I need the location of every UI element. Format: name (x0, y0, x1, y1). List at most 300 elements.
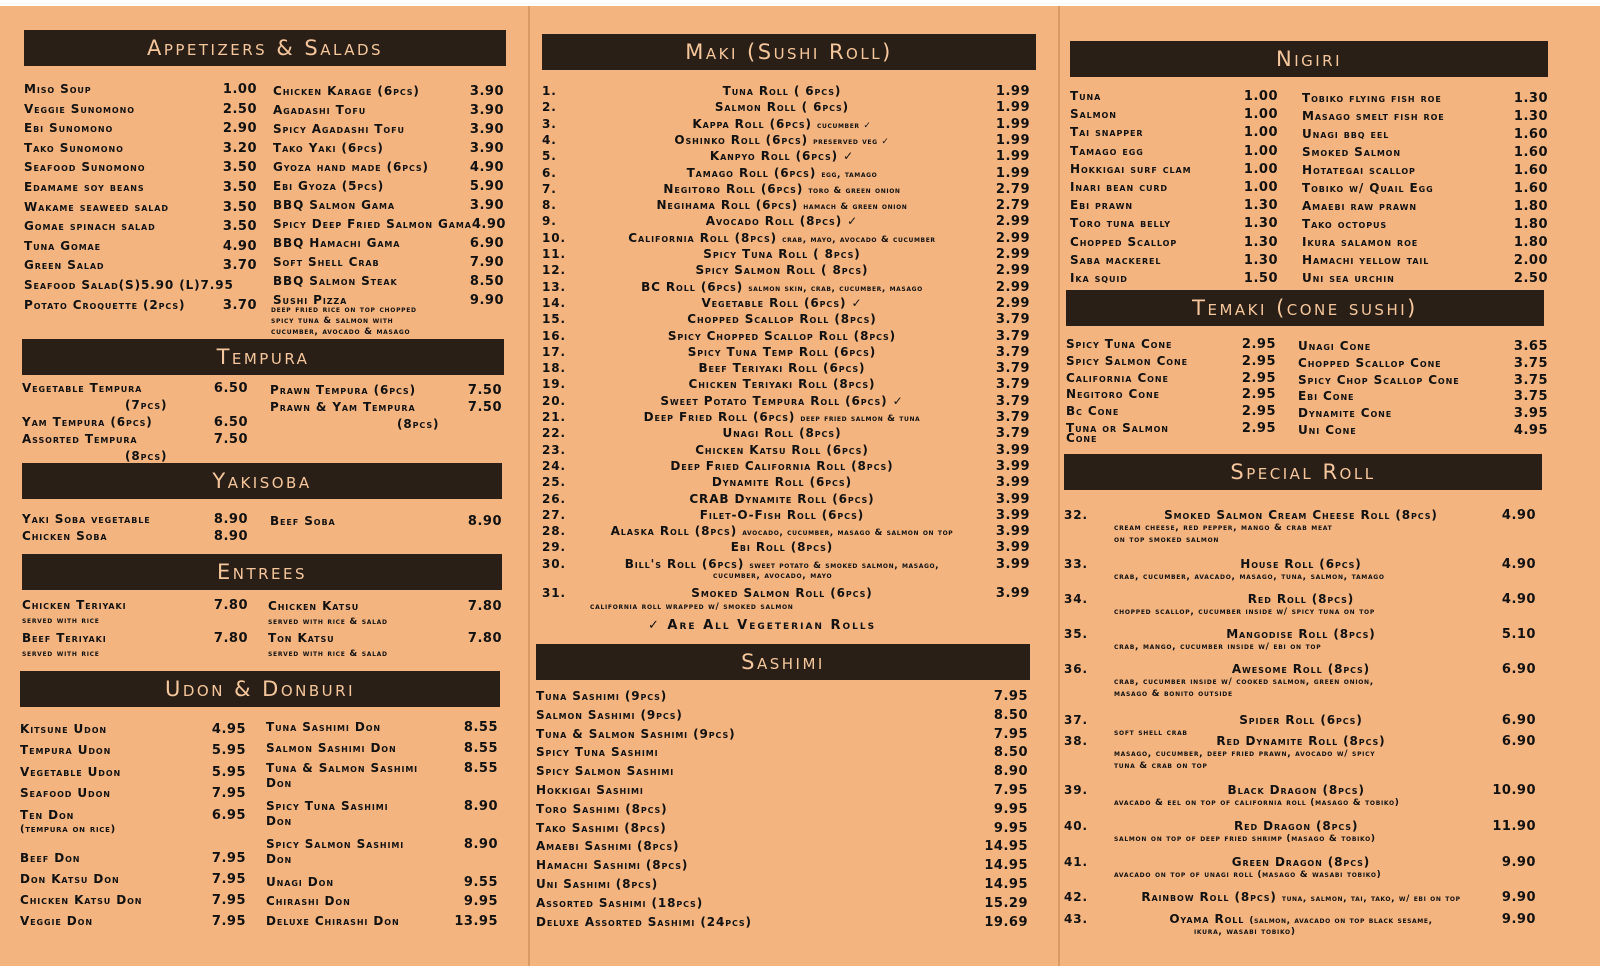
item-name: Green Salad (24, 258, 105, 273)
item-price: 7.90 (469, 255, 504, 270)
item-number: 2. (542, 100, 557, 115)
item-price: 8.90 (213, 529, 248, 544)
item-price: 9.95 (993, 820, 1028, 836)
item-price: 2.95 (1241, 404, 1276, 420)
menu-item (22, 381, 248, 396)
item-price: 3.99 (995, 491, 1030, 507)
menu-item (542, 312, 1030, 327)
item-name: Spicy Salmon Roll ( 8pcs) (695, 263, 869, 278)
item-name: Spider Roll (6pcs) (1239, 713, 1363, 727)
item-desc: cucumber ✓ (817, 120, 872, 131)
menu-item (536, 839, 1028, 854)
item-price: 3.90 (469, 103, 504, 118)
item-name: Oshinko Roll (6pcs) preserved veg ✓ (674, 132, 890, 147)
column-middle (530, 6, 1058, 966)
item-name: Yam Tempura (6pcs) (22, 415, 153, 429)
menu-item (20, 914, 246, 929)
menu-item (22, 529, 248, 544)
item-name: Prawn Tempura (6pcs) (270, 383, 416, 397)
item-name: Chicken Katsu Roll (6pcs) (695, 442, 869, 457)
menu-item (542, 198, 1030, 213)
appetizers-header (24, 30, 506, 66)
menu-item (542, 117, 1030, 132)
temaki-header (1066, 290, 1544, 326)
item-price: 7.50 (467, 383, 502, 398)
item-name: Inari bean curd (1070, 180, 1168, 194)
item-number: 31. (542, 586, 566, 600)
item-price: 4.95 (211, 722, 246, 737)
item-price: 7.95 (993, 689, 1028, 704)
item-price: 7.80 (213, 598, 248, 613)
menu-item (1066, 371, 1276, 386)
item-name: Smoked Salmon Cream Cheese Roll (8pcs) (1164, 508, 1438, 522)
item-price: 1.80 (1513, 217, 1548, 232)
item-number: 39. (1064, 783, 1088, 797)
item-number: 26. (542, 491, 566, 506)
item-name: Edamame soy beans (24, 180, 145, 194)
sushi-pizza-desc-3: cucumber, avocado & masago (271, 327, 411, 337)
item-price: 1.30 (1243, 234, 1278, 250)
menu-item (1070, 253, 1278, 268)
item-name: Gomae spinach salad (24, 219, 156, 234)
menu-item (536, 802, 1028, 817)
item-name: Chicken Katsu (268, 599, 360, 613)
item-name: Seafood Salad(S)5.90 (L)7.95 (24, 278, 234, 292)
item-price: 1.60 (1513, 145, 1548, 160)
item-number: 5. (542, 149, 557, 164)
item-name: Tobiko w/ Quail Egg (1302, 181, 1434, 195)
item-name: Smoked Salmon Roll (6pcs) (691, 586, 873, 600)
item-price: 5.90 (469, 179, 504, 194)
item-name: Deluxe Assorted Sashimi (24pcs) (536, 914, 752, 929)
item-price: 1.00 (1243, 107, 1278, 123)
item-price: 3.75 (1513, 389, 1548, 405)
item-desc: on top smoked salmon (1114, 535, 1220, 545)
menu-item (273, 198, 504, 213)
item-name: Soft Shell Crab (273, 255, 380, 269)
item-name: Spicy Deep Fried Salmon Gama (273, 217, 472, 231)
item-price: 6.50 (213, 381, 248, 396)
menu-item (1066, 354, 1276, 369)
item-price: 3.65 (1513, 339, 1548, 354)
item-desc: chopped scallop, cucumber inside w/ spicy tuna on top (1114, 607, 1375, 617)
item-price: 3.70 (222, 258, 257, 274)
menu-item (266, 837, 498, 852)
menu-item (542, 540, 1030, 555)
menu-item (1070, 235, 1278, 250)
item-price: 3.95 (1513, 406, 1548, 422)
menu-item (22, 631, 248, 646)
don-continuation (266, 852, 292, 866)
item-price: 7.95 (993, 783, 1028, 798)
item-desc: egg, tamago (821, 169, 878, 180)
item-name: Tempura Udon (20, 743, 112, 757)
menu-item (542, 263, 1030, 278)
menu-item (1066, 337, 1276, 352)
item-price: 15.29 (984, 895, 1028, 911)
item-desc: crab, cucumber, avacado, masago, tuna, salmon, tamago (1114, 572, 1385, 582)
item-name: Negihama Roll (6pcs) hamach & green onion (656, 198, 908, 213)
menu-item (1064, 734, 1536, 749)
item-number: 8. (542, 198, 557, 213)
item-price: 2.99 (995, 263, 1030, 279)
item-name: Oyama Roll (salmon, avacado on top black sesame, (1169, 912, 1433, 926)
menu-item (1070, 216, 1278, 231)
item-desc: masago & bonito outside (1114, 689, 1233, 699)
menu-item (542, 84, 1030, 99)
item-price: 1.30 (1513, 109, 1548, 124)
item-price: 3.99 (995, 507, 1030, 523)
menu-item (1302, 145, 1548, 160)
item-name: Kitsune Udon (20, 722, 108, 736)
item-price: 1.00 (1243, 125, 1278, 141)
item-name: Salmon (1070, 107, 1117, 122)
column-left (0, 6, 528, 966)
item-number: 40. (1064, 819, 1088, 833)
menu-item (536, 858, 1028, 873)
menu-item (536, 821, 1028, 836)
menu-item (542, 492, 1030, 507)
menu-item (542, 329, 1030, 344)
item-name: Tamago Roll (6pcs) egg, tamago (686, 165, 878, 180)
item-price: 13.95 (454, 914, 498, 929)
item-price: 9.90 (1501, 890, 1536, 905)
item-name: Chopped Scallop Roll (8pcs) (687, 312, 877, 327)
item-desc: salmon on top of deep fried shrimp (masago & tobiko) (1114, 834, 1376, 844)
item-price: 8.90 (463, 799, 498, 814)
nigiri-header (1070, 41, 1548, 77)
menu-item (266, 761, 498, 776)
item-price: 3.99 (995, 458, 1030, 474)
item-name: Spicy Tuna Roll ( 8pcs) (703, 247, 861, 261)
item-name: Tuna & Salmon Sashimi (9pcs) (536, 726, 736, 741)
item-price: 1.60 (1513, 181, 1548, 196)
item-price: 3.90 (469, 122, 504, 137)
menu-item (542, 524, 1030, 539)
item-price: 4.90 (469, 160, 504, 175)
menu-item (1070, 180, 1278, 195)
item-price: 1.30 (1243, 198, 1278, 214)
item-name: Toro Sashimi (8pcs) (536, 801, 668, 816)
menu-item (536, 877, 1028, 892)
item-desc: crab, cucumber inside w/ cooked salmon, green onion, (1114, 677, 1374, 687)
item-price: 6.90 (469, 236, 504, 251)
item-price: 3.50 (222, 180, 257, 195)
item-name: Chopped Scallop Cone (1298, 355, 1442, 370)
item-number: 27. (542, 507, 566, 522)
item-number: 33. (1064, 557, 1088, 571)
item-price: 8.90 (467, 514, 502, 529)
item-name: Tuna Sashimi (9pcs) (536, 689, 668, 703)
item-name: Negitoro Cone (1066, 387, 1160, 402)
yakisoba-title: Yakisoba (212, 469, 312, 493)
item-number: 14. (542, 295, 566, 310)
item-number: 23. (542, 442, 566, 457)
item-desc: avacado on top of unagi roll (masago & wasabi tobiko) (1114, 870, 1382, 880)
item-price: 9.95 (463, 894, 498, 909)
item-name: Tuna Gomae (24, 238, 102, 253)
item-price: 5.10 (1501, 627, 1536, 642)
item-name: Negitoro Roll (6pcs) toro & green onion (663, 181, 901, 196)
item-price: 7.95 (211, 914, 246, 929)
item-name: Unagi bbq eel (1302, 127, 1390, 141)
menu-item (24, 141, 257, 156)
item-price: 6.95 (211, 808, 246, 823)
menu-item (24, 258, 257, 273)
item-name: Unagi Cone (1298, 339, 1372, 353)
item-name: Tuna (1070, 89, 1102, 103)
item-name: Chicken Teriyaki (22, 598, 127, 612)
item-price: 10.90 (1492, 783, 1536, 798)
menu-item (24, 180, 257, 195)
menu-item (542, 394, 1030, 409)
item-price: 1.99 (995, 100, 1030, 116)
menu-item (24, 200, 257, 215)
item-name: BBQ Hamachi Gama (273, 236, 401, 250)
item-name: Tuna or Salmon (1066, 421, 1169, 435)
item-name: Spicy Salmon Sashimi (266, 837, 405, 851)
item-sub: served with rice (22, 616, 100, 626)
item-name: Ebi Sunomono (24, 121, 114, 136)
item-price: 11.90 (1492, 819, 1536, 834)
item-price: 2.50 (1513, 271, 1548, 286)
item-name: Gyoza hand made (6pcs) (273, 160, 429, 174)
menu-item (542, 149, 1030, 164)
item-name: Unagi Don (266, 875, 334, 889)
item-price: 4.90 (1501, 557, 1536, 572)
item-price: 3.90 (469, 141, 504, 156)
item-price: 14.95 (984, 858, 1028, 874)
item-name: Bc Cone (1066, 404, 1120, 419)
item-price: 1.00 (1243, 89, 1278, 104)
item-name: Ebi Gyoza (5pcs) (273, 179, 385, 193)
menu-item (1064, 713, 1536, 728)
menu-item (24, 298, 257, 313)
item-desc: toro & green onion (808, 185, 901, 196)
item-name: Spicy Salmon Cone (1066, 353, 1188, 368)
item-name: Hamachi Sashimi (8pcs) (536, 858, 689, 873)
item-name: Spicy Tuna Cone (1066, 337, 1173, 351)
item-number: 18. (542, 361, 566, 376)
item-name: Salmon Sashimi (9pcs) (536, 707, 683, 722)
item-sub: served with rice (22, 649, 100, 659)
item-name: Veggie Sunomono (24, 101, 135, 116)
item-name: Dynamite Cone (1298, 406, 1393, 421)
don-word: Don (266, 776, 293, 790)
item-sub (397, 417, 439, 431)
item-desc: crab, mayo, avocado & cucumber (782, 234, 936, 245)
menu-item (24, 82, 257, 97)
item-price: 9.55 (463, 875, 498, 890)
menu-item (542, 426, 1030, 441)
item-name: Seafood Sunomono (24, 160, 146, 175)
menu-item (1302, 163, 1548, 178)
item-number: 25. (542, 475, 566, 490)
item-desc: ikura, wasabi tobiko) (1194, 927, 1296, 937)
item-name: Don Katsu Don (20, 872, 120, 886)
item-name: Tako Sunomono (24, 140, 124, 155)
item-price: 14.95 (984, 839, 1028, 855)
item-sub: served with rice & salad (268, 649, 388, 659)
sushi-pizza-desc-1: deep fried rice on top chopped (271, 305, 417, 315)
item-name: Assorted Sashimi (18pcs) (536, 895, 704, 910)
item-name: Spicy Tuna Sashimi (266, 799, 389, 813)
item-name: CRAB Dynamite Roll (6pcs) (689, 491, 875, 506)
item-number: 19. (542, 377, 566, 392)
don-word: Don (266, 814, 293, 828)
item-price: 8.50 (993, 707, 1028, 723)
menu-item (24, 278, 257, 292)
item-price: 7.80 (213, 631, 248, 646)
item-desc: hamach & green onion (803, 202, 908, 213)
menu-item (1064, 627, 1536, 642)
menu-item (536, 745, 1028, 760)
menu-item (536, 708, 1028, 723)
menu-item (1298, 356, 1548, 371)
item-number: 24. (542, 458, 566, 473)
item-name: Tuna Sashimi Don (266, 720, 381, 734)
item-number: 36. (1064, 662, 1088, 676)
menu-item (273, 217, 504, 232)
menu-item (20, 722, 246, 737)
item-name: Beef Soba (270, 514, 336, 528)
item-name: Potato Croquette (2pcs) (24, 297, 186, 312)
item-name: Hotategai scallop (1302, 163, 1416, 177)
item-number: 28. (542, 524, 566, 539)
menu-item (1302, 217, 1548, 232)
item-price: 4.95 (1513, 423, 1548, 438)
menu-item (1302, 181, 1548, 196)
item-price: 2.99 (995, 279, 1030, 295)
menu-item (24, 239, 257, 254)
item-name: Beef Don (20, 851, 81, 865)
sushi-pizza-desc-2: spicy tuna & salmon with (271, 316, 394, 326)
item-number: 3. (542, 116, 557, 131)
item-price: 8.55 (463, 761, 498, 776)
item-number: 29. (542, 540, 566, 555)
menu-item (536, 915, 1028, 930)
item-name: Green Dragon (8pcs) (1231, 855, 1371, 869)
item-name: House Roll (6pcs) (1240, 557, 1362, 571)
item-price: 4.90 (1501, 592, 1536, 607)
menu-item (273, 141, 504, 156)
item-name: Tuna Roll ( 6pcs) (722, 84, 842, 98)
item-name: Vegetable Tempura (22, 381, 143, 395)
item-price: 2.95 (1241, 387, 1276, 403)
item-name: Spicy Tuna Temp Roll (6pcs) (687, 344, 877, 359)
item-price: 2.95 (1241, 353, 1276, 369)
menu-item (20, 786, 246, 801)
item-price: 2.99 (995, 230, 1030, 246)
item-price: 9.90 (1501, 855, 1536, 870)
menu-item (536, 727, 1028, 742)
item-name: Chirashi Don (266, 894, 351, 908)
item-price: 2.99 (995, 247, 1030, 262)
item-number: 42. (1064, 890, 1088, 904)
item-price: 1.50 (1243, 271, 1278, 286)
item-name: Beef Teriyaki Roll (6pcs) (698, 361, 866, 376)
item-sub-text: (8pcs) (125, 449, 168, 463)
item-name: Hokkigai Sashimi (536, 783, 644, 797)
menu-item (542, 133, 1030, 148)
menu-item (1070, 107, 1278, 122)
item-number: 38. (1064, 734, 1088, 748)
menu-item (273, 122, 504, 137)
item-name: Kappa Roll (6pcs) cucumber ✓ (692, 116, 872, 131)
item-name: Chopped Scallop (1070, 234, 1178, 249)
item-desc: (salmon, avacado on top black sesame, (1249, 916, 1433, 926)
item-number: 11. (542, 247, 566, 261)
item-name: Seafood Udon (20, 786, 111, 800)
item-name: Ebi Cone (1298, 389, 1355, 404)
item-desc: cream cheese, red pepper, mango & crab meat (1114, 523, 1333, 533)
menu-item (1302, 109, 1548, 124)
menu-item (24, 219, 257, 234)
menu-item (536, 689, 1028, 704)
menu-item (1298, 389, 1548, 404)
sashimi-title: Sashimi (741, 650, 825, 674)
item-name: Black Dragon (8pcs) (1227, 783, 1365, 797)
item-name: Spicy Chop Scallop Cone (1298, 372, 1460, 387)
item-number: 9. (542, 214, 557, 229)
menu-item (266, 894, 498, 909)
menu-item (1070, 144, 1278, 159)
menu-item (20, 765, 246, 780)
menu-item (22, 598, 248, 613)
item-price: 3.79 (995, 328, 1030, 344)
udon-header (20, 671, 500, 707)
sashimi-header (536, 644, 1030, 680)
item-name: Smoked Salmon (1302, 145, 1401, 159)
item-number: 7. (542, 181, 557, 196)
item-price: 3.75 (1513, 372, 1548, 388)
bills-desc-2: cucumber, avocado, mayo (713, 571, 833, 581)
item-name: Vegetable Udon (20, 765, 122, 779)
menu-item (266, 875, 498, 890)
item-price: 3.79 (995, 361, 1030, 377)
item-price: 3.20 (222, 140, 257, 156)
item-desc: tuna & crab on top (1114, 761, 1208, 771)
item-price: 8.90 (463, 837, 498, 852)
item-name: Deluxe Chirashi Don (266, 914, 400, 928)
menu-item (542, 459, 1030, 474)
nigiri-title: Nigiri (1275, 47, 1343, 71)
item-price: 3.50 (222, 219, 257, 235)
item-price: 1.30 (1513, 91, 1548, 106)
menu-item (1064, 783, 1536, 798)
menu-item (1064, 819, 1536, 834)
menu-item (1302, 199, 1548, 214)
menu-item (20, 893, 246, 908)
appetizers-title: Appetizers & Salads (146, 36, 384, 60)
item-name: Filet-O-Fish Roll (6pcs) (699, 507, 865, 522)
don-continuation (266, 814, 292, 828)
ten-don-sub: (tempura on rice) (20, 824, 116, 835)
menu-item (273, 255, 504, 270)
item-price: 3.90 (469, 198, 504, 213)
item-name: Tako octopus (1302, 217, 1388, 231)
menu-item (536, 896, 1028, 911)
item-number: 22. (542, 426, 566, 441)
item-price: 1.99 (995, 84, 1030, 99)
item-name: Miso Soup (24, 82, 92, 96)
item-name: Ebi Roll (8pcs) (730, 540, 834, 555)
item-price: 1.00 (1243, 180, 1278, 195)
menu-item (1066, 421, 1276, 436)
item-name: Amaebi Sashimi (8pcs) (536, 839, 680, 854)
item-price: 2.50 (222, 101, 257, 117)
menu-item (20, 743, 246, 758)
